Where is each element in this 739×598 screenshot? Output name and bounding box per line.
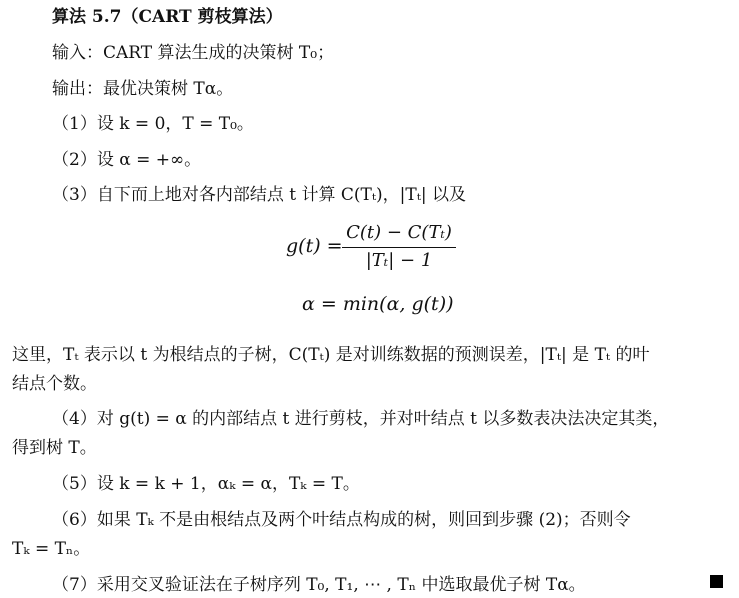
step-5: （5）设 k = k + 1，αₖ = α，Tₖ = T。	[52, 474, 360, 494]
formula-g-denominator: |Tₜ| − 1	[365, 250, 433, 271]
step-4-line-1: （4）对 g(t) = α 的内部结点 t 进行剪枝，并对叶结点 t 以多数表决法决定其类，	[52, 409, 670, 429]
fraction-bar	[342, 247, 456, 248]
end-of-proof-square	[710, 575, 723, 588]
algorithm-title: 算法 5.7（CART 剪枝算法）	[52, 7, 283, 27]
step-3: （3）自下而上地对各内部结点 t 计算 C(Tₜ)，|Tₜ| 以及	[52, 185, 467, 205]
formula-alpha: α = min(α, g(t))	[302, 293, 454, 315]
note-line-1: 这里，Tₜ 表示以 t 为根结点的子树，C(Tₜ) 是对训练数据的预测误差，|Tₜ| 是 Tₜ 的叶	[12, 345, 650, 365]
note-line-2: 结点个数。	[12, 374, 97, 394]
step-1: （1）设 k = 0，T = T₀。	[52, 114, 254, 134]
step-7: （7）采用交叉验证法在子树序列 T₀, T₁, ⋯ , Tₙ 中选取最优子树 Tα。	[52, 575, 586, 595]
step-6-line-1: （6）如果 Tₖ 不是由根结点及两个叶结点构成的树，则回到步骤 (2)；否则令	[52, 510, 631, 530]
step-2: （2）设 α = +∞。	[52, 150, 202, 170]
input-line: 输入：CART 算法生成的决策树 T₀；	[52, 43, 335, 63]
step-4-line-2: 得到树 T。	[12, 438, 97, 458]
formula-g-lhs: g(t) =	[286, 235, 343, 257]
step-6-line-2: Tₖ = Tₙ。	[12, 539, 91, 559]
output-line: 输出：最优决策树 Tα。	[52, 79, 234, 99]
formula-g-numerator: C(t) − C(Tₜ)	[346, 222, 452, 243]
